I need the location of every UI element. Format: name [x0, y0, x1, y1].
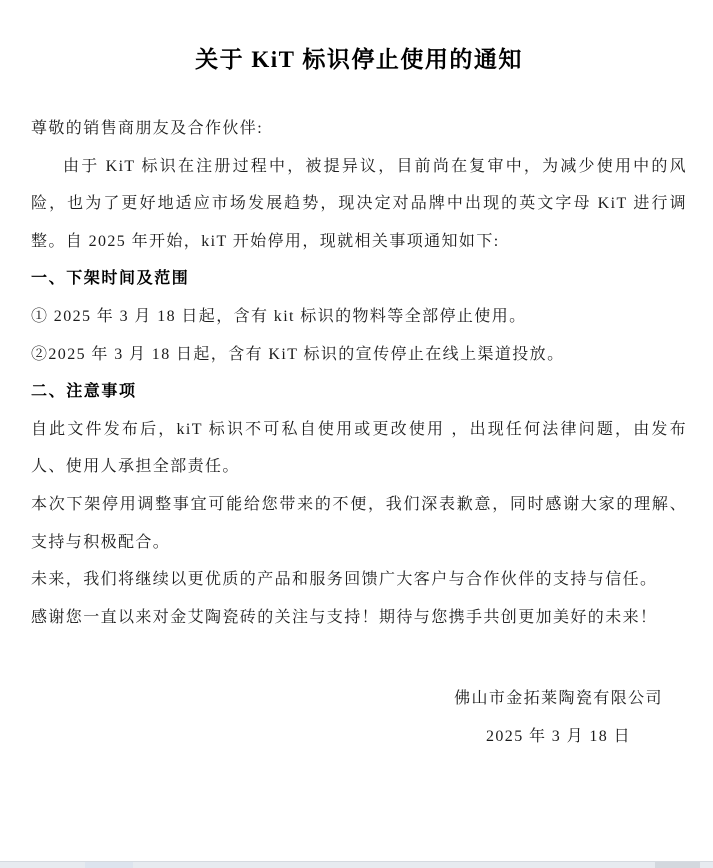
signature-block — [381, 680, 713, 755]
section2-heading: 二、注意事项 — [31, 383, 137, 401]
section1-heading: 一、下架时间及范围 — [31, 270, 190, 288]
section2-paragraph-2: 本次下架停用调整事宜可能给您带来的不便，我们深表歉意，同时感谢大家的理解、支持与积极配合。 — [31, 495, 687, 551]
section2-paragraph-4: 感谢您一直以来对金艾陶瓷砖的关注与支持！期待与您携手共创更加美好的未来！ — [31, 608, 658, 626]
intro-paragraph: 由于 KiT 标识在注册过程中，被提异议，目前尚在复审中，为减少使用中的风险，也为了更好地适应市场发展趋势，现决定对品牌中出现的英文字母 KiT 进行调整。自 2025 年开始，kiT 开始停用，现就相关事项通知如下: — [31, 157, 687, 250]
issue-date: 2025 年 3 月 18 日 — [486, 727, 631, 745]
greeting-line: 尊敬的销售商朋友及合作伙伴: — [31, 120, 264, 137]
taskbar-edge-blue-tint — [85, 862, 133, 868]
section1-item-2: ②2025 年 3 月 18 日起，含有 KiT 标识的宣传停止在线上渠道投放。 — [31, 345, 565, 363]
company-signature: 佛山市金拓莱陶瓷有限公司 — [454, 690, 663, 708]
section2-paragraph-1: 自此文件发布后，kiT 标识不可私自使用或更改使用 ，出现任何法律问题，由发布人、使用人承担全部责任。 — [31, 420, 687, 476]
taskbar-edge — [0, 861, 713, 868]
taskbar-edge-gray-tint — [655, 862, 700, 868]
document-title: 关于 KiT 标识停止使用的通知 — [195, 47, 523, 72]
section2-paragraph-3: 未来，我们将继续以更优质的产品和服务回馈广大客户与合作伙伴的支持与信任。 — [31, 571, 658, 589]
section1-item-1: ① 2025 年 3 月 18 日起，含有 kit 标识的物料等全部停止使用。 — [31, 307, 527, 325]
